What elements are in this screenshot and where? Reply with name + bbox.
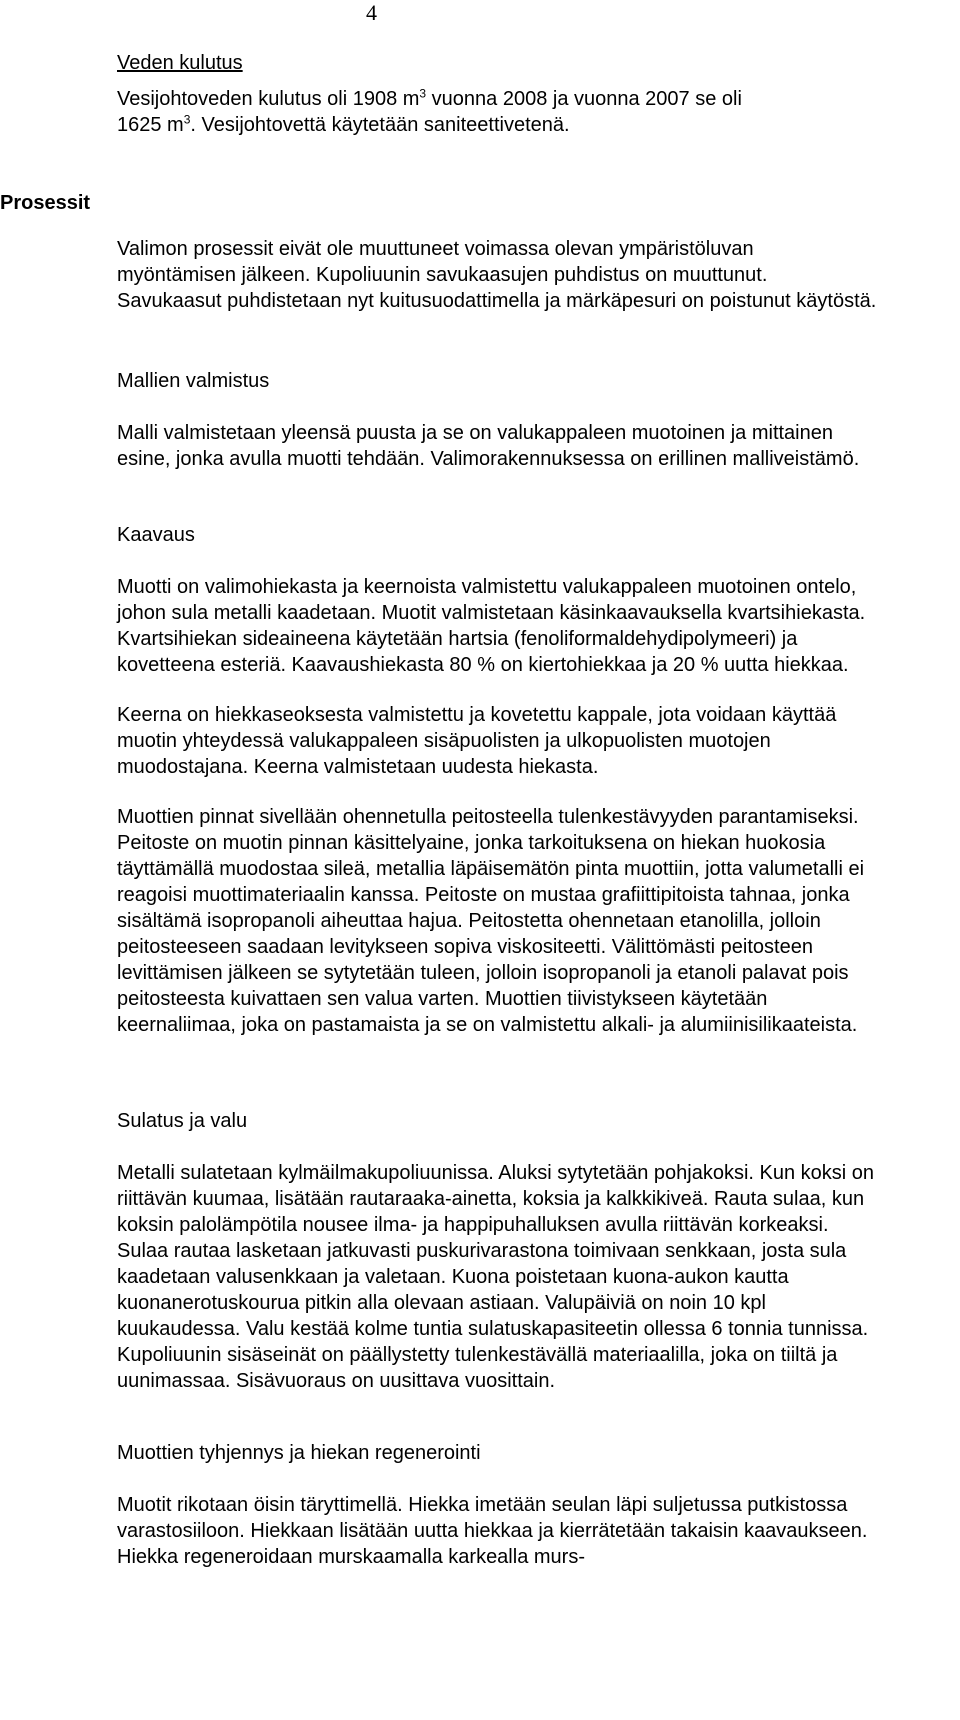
paragraph: Malli valmistetaan yleensä puusta ja se on valukappaleen muotoinen ja mittainen esine, jonka avulla muotti tehdään. Valimorakennuksessa on erillinen malliveistämö. [117, 422, 860, 470]
section-tyhjennys [117, 1440, 877, 1570]
superscript: 3 [419, 86, 427, 101]
paragraph: Keerna on hiekkaseoksesta valmistettu ja kovetettu kappale, jota voidaan käyttää muotin yhteydessä valukappaleen sisäpuolisten ja ulkopuolisten muotojen muodostajana. Keerna valmistetaan uudesta hiekasta. [117, 704, 837, 778]
section-sulatus [117, 1108, 877, 1394]
heading-prosessit: Prosessit [0, 192, 91, 214]
section-kaavaus [117, 522, 877, 1038]
paragraph: Muottien pinnat sivellään ohennetulla peitosteella tulenkestävyyden parantamiseksi. Peitoste on muotin pinnan käsittelyaine, jonka tarkoituksena on hiekan huokosia täyttämällä muodostaa sileä, metallia läpäisemätön pinta muottiin, jotta valumetalli ei reagoisi muottimateriaalin kanssa. Peitoste on mustaa grafiittipitoista tahnaa, jonka sisältämä isopropanoli aiheuttaa hajua. Peitostetta ohennetaan etanolilla, jolloin peitosteeseen saadaan levitykseen sopiva viskositeetti. Välittömästi peitosteen levittämisen jälkeen se sytytetään tuleen, jolloin isopropanoli ja etanoli palavat pois peitosteesta kuivattaen sen valua varten. Muottien tiivistykseen käytetään keernaliimaa, joka on pastamaista ja se on valmistettu alkali- ja alumiinisilikaateista. [117, 806, 865, 1036]
subheading: Kaavaus [117, 524, 195, 546]
subheading: Muottien tyhjennys ja hiekan regenerointi [117, 1442, 481, 1464]
text-span: Vesijohtoveden kulutus oli 1908 m [117, 88, 420, 110]
superscript: 3 [183, 112, 191, 127]
paragraph [117, 86, 877, 138]
paragraph-intro: Valimon prosessit eivät ole muuttuneet voimassa olevan ympäristöluvan myöntämisen jälkeen. Kupoliuunin savukaasujen puhdistus on muuttunut. Savukaasut puhdistetaan nyt kuitusuodattimella ja märkäpesuri on poistunut käytöstä. [117, 238, 877, 312]
paragraph: Metalli sulatetaan kylmäilmakupoliuunissa. Aluksi sytytetään pohjakoksi. Kun koksi on riittävän kuumaa, lisätään rautaraaka-ainetta, koksia ja kalkkikiveä. Rauta sulaa, kun koksin palolämpötila nousee ilma- ja happipuhalluksen avulla riittävän korkeaksi. Sulaa rautaa lasketaan jatkuvasti puskurivarastona toimivaan senkkaan, josta sula kaadetaan valusenkkaan ja valetaan. Kuona poistetaan kuona-aukon kautta kuonanerotuskourua pitkin alla olevaan astiaan. Valupäiviä on noin 10 kpl kuukaudessa. Valu kestää kolme tuntia sulatuskapasiteetin ollessa 6 tonnia tunnissa. Kupoliuunin sisäseinät on päällystetty tulenkestävällä materiaalilla, joka on tiiltä ja uunimassaa. Sisävuoraus on uusittava vuosittain. [117, 1162, 875, 1392]
subheading: Mallien valmistus [117, 370, 270, 392]
section-veden-kulutus [117, 50, 877, 138]
text-span: . Vesijohtovettä käytetään saniteettivetenä. [190, 114, 570, 136]
page-number: 4 [366, 0, 377, 25]
section-mallien-valmistus [117, 368, 877, 472]
section-title: Veden kulutus [117, 52, 243, 74]
section-prosessit [117, 236, 877, 314]
subheading: Sulatus ja valu [117, 1110, 248, 1132]
text-span: vuonna 2008 ja vuonna 2007 se oli [426, 88, 742, 110]
paragraph: Muotti on valimohiekasta ja keernoista valmistettu valukappaleen muotoinen ontelo, johon sula metalli kaadetaan. Muotit valmistetaan käsinkaavauksella kvartsihiekasta. Kvartsihiekan sideaineena käytetään hartsia (fenoliformaldehydipolymeeri) ja kovetteena esteriä. Kaavaushiekasta 80 % on kiertohiekkaa ja 20 % uutta hiekkaa. [117, 576, 866, 676]
paragraph: Muotit rikotaan öisin täryttimellä. Hiekka imetään seulan läpi suljetussa putkistossa varastosiiloon. Hiekkaan lisätään uutta hiekkaa ja kierrätetään takaisin kaavaukseen. Hiekka regeneroidaan murskaamalla karkealla murs- [117, 1494, 868, 1568]
text-span: 1625 m [117, 114, 184, 136]
